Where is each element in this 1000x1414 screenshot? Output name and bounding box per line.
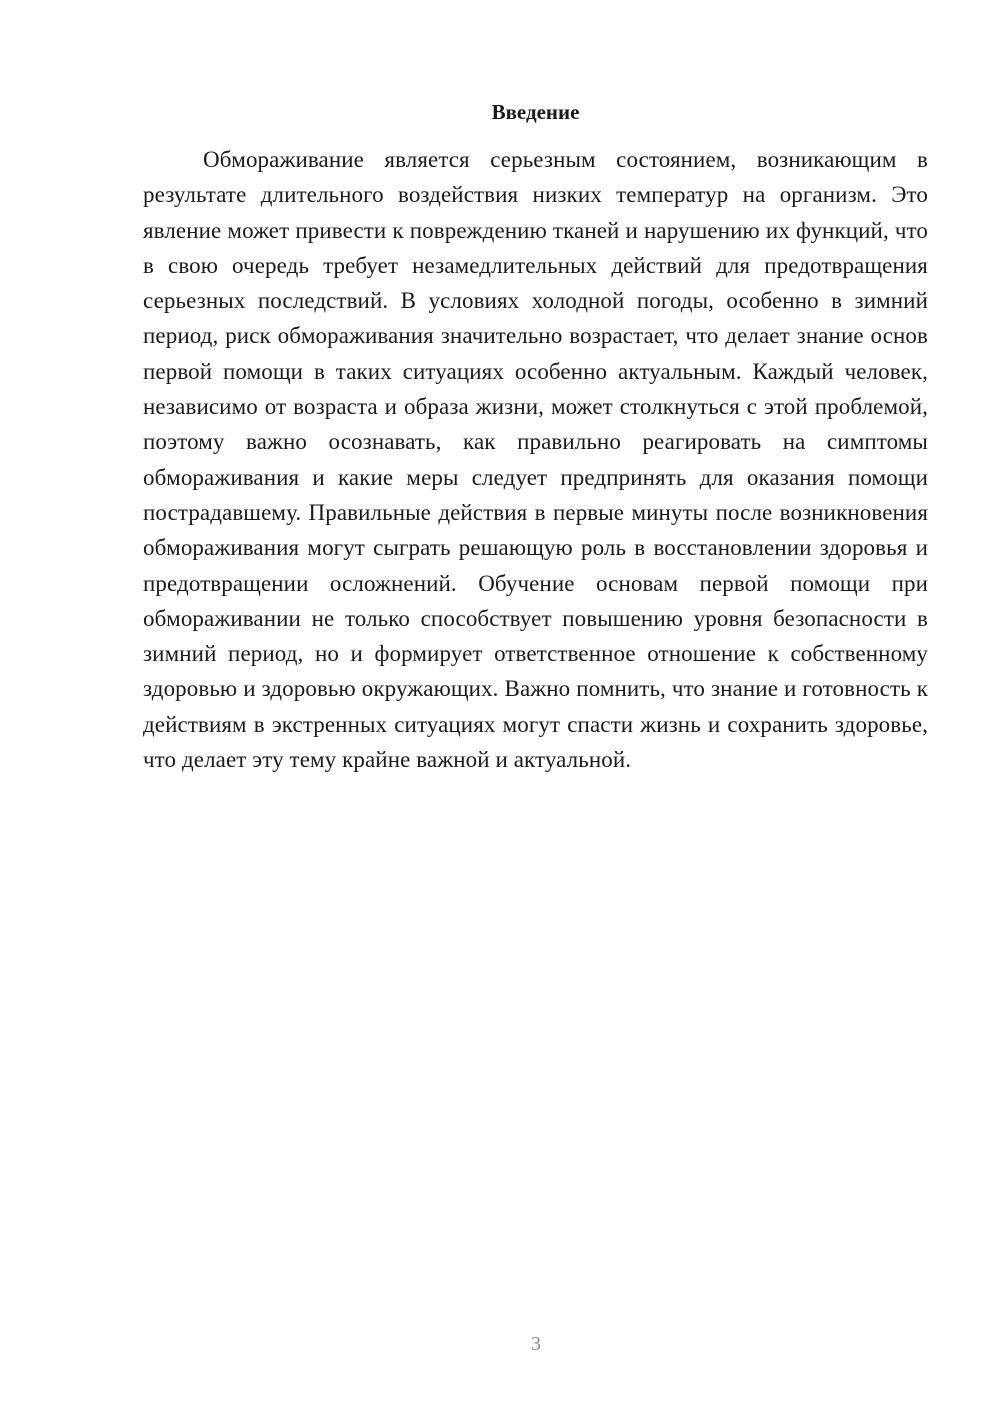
- body-paragraph: Обмораживание является серьезным состоянием, возникающим в результате длительного воздействия низких температур на организм. Это явление может привести к повреждению тканей и нарушению их функций, что в свою очередь требует незамедлительных действий для предотвращения серьезных последствий. В условиях холодной погоды, особенно в зимний период, риск обмораживания значительно возрастает, что делает знание основ первой помощи в таких ситуациях особенно актуальным. Каждый человек, независимо от возраста и образа жизни, может столкнуться с этой проблемой, поэтому важно осознавать, как правильно реагировать на симптомы обмораживания и какие меры следует предпринять для оказания помощи пострадавшему. Правильные действия в первые минуты после возникновения обмораживания могут сыграть решающую роль в восстановлении здоровья и предотвращении осложнений. Обучение основам первой помощи при обмораживании не только способствует повышению уровня безопасности в зимний период, но и формирует ответственное отношение к собственному здоровью и здоровью окружающих. Важно помнить, что знание и готовность к действиям в экстренных ситуациях могут спасти жизнь и сохранить здоровье, что делает эту тему крайне важной и актуальной.: [143, 147, 928, 773]
- section-heading: Введение: [491, 100, 580, 124]
- page-number: 3: [531, 1333, 541, 1355]
